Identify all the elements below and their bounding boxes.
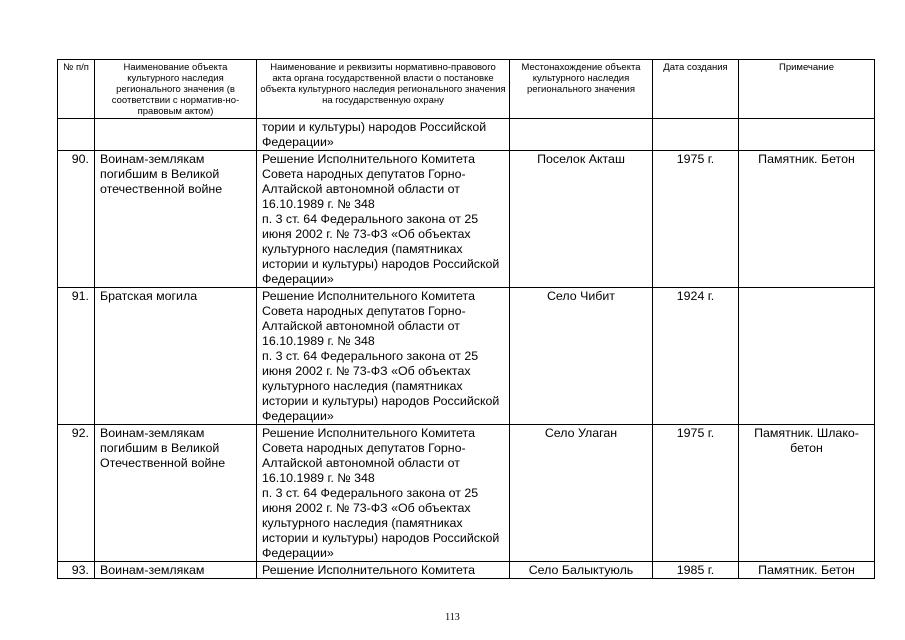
page-number: 113	[445, 612, 460, 623]
cell-object-name	[95, 119, 257, 151]
cell-note	[739, 119, 875, 151]
cell-legal-act	[257, 151, 510, 288]
header-object-name: Наименование объекта культурного наследия регионального значения (в соответствии с норматив-но-правовым актом)	[95, 60, 257, 119]
cell-num: 90.	[58, 151, 95, 288]
cell-creation-date: 1985 г.	[653, 562, 739, 579]
cell-legal-act	[257, 288, 510, 425]
cell-object-name: Воинам-землякам	[95, 562, 257, 579]
act-law-text: п. 3 ст. 64 Федерального закона от 25 июня 2002 г. № 73-ФЗ «Об объектах культурного наследия (памятниках истории и культуры) народов Российской Федерации»	[262, 212, 500, 286]
act-law-text: п. 3 ст. 64 Федерального закона от 25 июня 2002 г. № 73-ФЗ «Об объектах культурного наследия (памятниках истории и культуры) народов Российской Федерации»	[262, 486, 500, 560]
cell-num	[58, 119, 95, 151]
header-num: № п/п	[58, 60, 95, 119]
cell-object-name: Воинам-землякам погибшим в Великой Отечественной войне	[95, 425, 257, 562]
header-legal-act: Наименование и реквизиты нормативно-правового акта органа государственной власти о постановке объекта культурного наследия регионального значения на государственную охрану	[257, 60, 510, 119]
table-row	[58, 151, 875, 288]
act-decision-text: Решение Исполнительного Комитета	[262, 563, 475, 577]
cell-legal-act: тории и культуры) народов Российской Федерации»	[257, 119, 510, 151]
cell-location: Село Улаган	[510, 425, 653, 562]
table-row-continuation	[58, 119, 875, 151]
cell-num: 93.	[58, 562, 95, 579]
cell-num: 91.	[58, 288, 95, 425]
cell-legal-act	[257, 562, 510, 579]
cell-note	[739, 288, 875, 425]
act-decision-text: Решение Исполнительного Комитета Совета народных депутатов Горно-Алтайской автономной области от 16.10.1989 г. № 348	[262, 152, 475, 211]
header-note: Примечание	[739, 60, 875, 119]
cell-creation-date	[653, 119, 739, 151]
cell-creation-date: 1975 г.	[653, 151, 739, 288]
cell-note: Памятник. Бетон	[739, 562, 875, 579]
cell-note: Памятник. Шлако-бетон	[739, 425, 875, 562]
cell-creation-date: 1975 г.	[653, 425, 739, 562]
cell-object-name: Воинам-землякам погибшим в Великой отечественной войне	[95, 151, 257, 288]
heritage-registry-table	[57, 59, 875, 579]
cell-location	[510, 119, 653, 151]
cell-creation-date: 1924 г.	[653, 288, 739, 425]
header-creation-date: Дата создания	[653, 60, 739, 119]
cell-num: 92.	[58, 425, 95, 562]
table-row	[58, 288, 875, 425]
cell-note: Памятник. Бетон	[739, 151, 875, 288]
table-row	[58, 425, 875, 562]
table-header-row	[58, 60, 875, 119]
act-decision-text: Решение Исполнительного Комитета Совета народных депутатов Горно-Алтайской автономной области от 16.10.1989 г. № 348	[262, 289, 475, 348]
act-decision-text: Решение Исполнительного Комитета Совета народных депутатов Горно-Алтайской автономной области от 16.10.1989 г. № 348	[262, 426, 475, 485]
cell-location: Село Балыктуюль	[510, 562, 653, 579]
cell-location: Село Чибит	[510, 288, 653, 425]
cell-location: Поселок Акташ	[510, 151, 653, 288]
table-row	[58, 562, 875, 579]
act-law-text: п. 3 ст. 64 Федерального закона от 25 июня 2002 г. № 73-ФЗ «Об объектах культурного наследия (памятниках истории и культуры) народов Российской Федерации»	[262, 349, 500, 423]
header-location: Местонахождение объекта культурного наследия регионального значения	[510, 60, 653, 119]
cell-legal-act	[257, 425, 510, 562]
registry-sheet	[57, 59, 874, 579]
cell-object-name: Братская могила	[95, 288, 257, 425]
